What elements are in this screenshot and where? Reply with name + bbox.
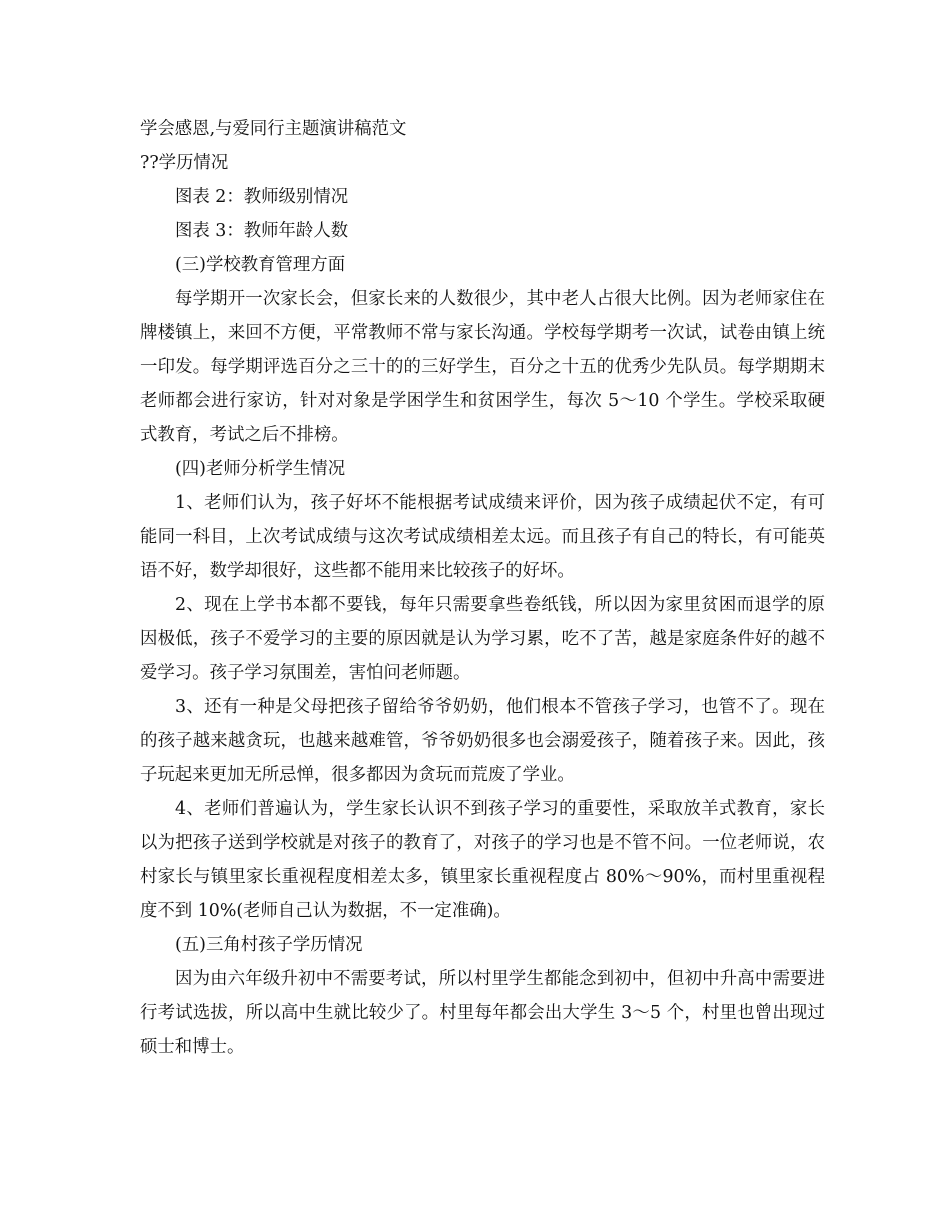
section-4-paragraph-1: 1、老师们认为，孩子好坏不能根据考试成绩来评价，因为孩子成绩起伏不定，有可能同一科目，上次考试成绩与这次考试成绩相差太远。而且孩子有自己的特长，有可能英语不好，数学却很好，这些都不能用来比较孩子的好坏。 (140, 493, 825, 581)
document-body (140, 112, 825, 1064)
document-subtitle: ??学历情况 (140, 153, 229, 173)
section-4-paragraph-2: 2、现在上学书本都不要钱，每年只需要拿些卷纸钱，所以因为家里贫困而退学的原因极低，孩子不爱学习的主要的原因就是认为学习累，吃不了苦，越是家庭条件好的越不爱学习。孩子学习氛围差，害怕问老师题。 (140, 595, 825, 683)
section-5-heading: (五)三角村孩子学历情况 (175, 935, 363, 955)
section-4-heading: (四)老师分析学生情况 (175, 459, 346, 479)
chart-caption-2: 图表 2：教师级别情况 (175, 187, 349, 207)
section-4-paragraph-4: 4、老师们普遍认为，学生家长认识不到孩子学习的重要性，采取放羊式教育，家长以为把孩子送到学校就是对孩子的教育了，对孩子的学习也是不管不问。一位老师说，农村家长与镇里家长重视程度相差太多，镇里家长重视程度占 80%～90%，而村里重视程度不到 10%(老师自己认为数据，不一定准确)。 (140, 799, 825, 921)
section-4-paragraph-3: 3、还有一种是父母把孩子留给爷爷奶奶，他们根本不管孩子学习，也管不了。现在的孩子越来越贪玩，也越来越难管，爷爷奶奶很多也会溺爱孩子，随着孩子来。因此，孩子玩起来更加无所忌惮，很多都因为贪玩而荒废了学业。 (140, 697, 825, 785)
chart-caption-3: 图表 3：教师年龄人数 (175, 221, 349, 241)
section-5-paragraph: 因为由六年级升初中不需要考试，所以村里学生都能念到初中，但初中升高中需要进行考试选拔，所以高中生就比较少了。村里每年都会出大学生 3～5 个，村里也曾出现过硕士和博士。 (140, 969, 825, 1057)
document-title: 学会感恩,与爱同行主题演讲稿范文 (140, 119, 407, 139)
section-3-heading: (三)学校教育管理方面 (175, 255, 346, 275)
section-3-paragraph: 每学期开一次家长会，但家长来的人数很少，其中老人占很大比例。因为老师家住在牌楼镇上，来回不方便，平常教师不常与家长沟通。学校每学期考一次试，试卷由镇上统一印发。每学期评选百分之三十的的三好学生，百分之十五的优秀少先队员。每学期期末老师都会进行家访，针对对象是学困学生和贫困学生，每次 5～10 个学生。学校采取硬式教育，考试之后不排榜。 (140, 289, 825, 445)
